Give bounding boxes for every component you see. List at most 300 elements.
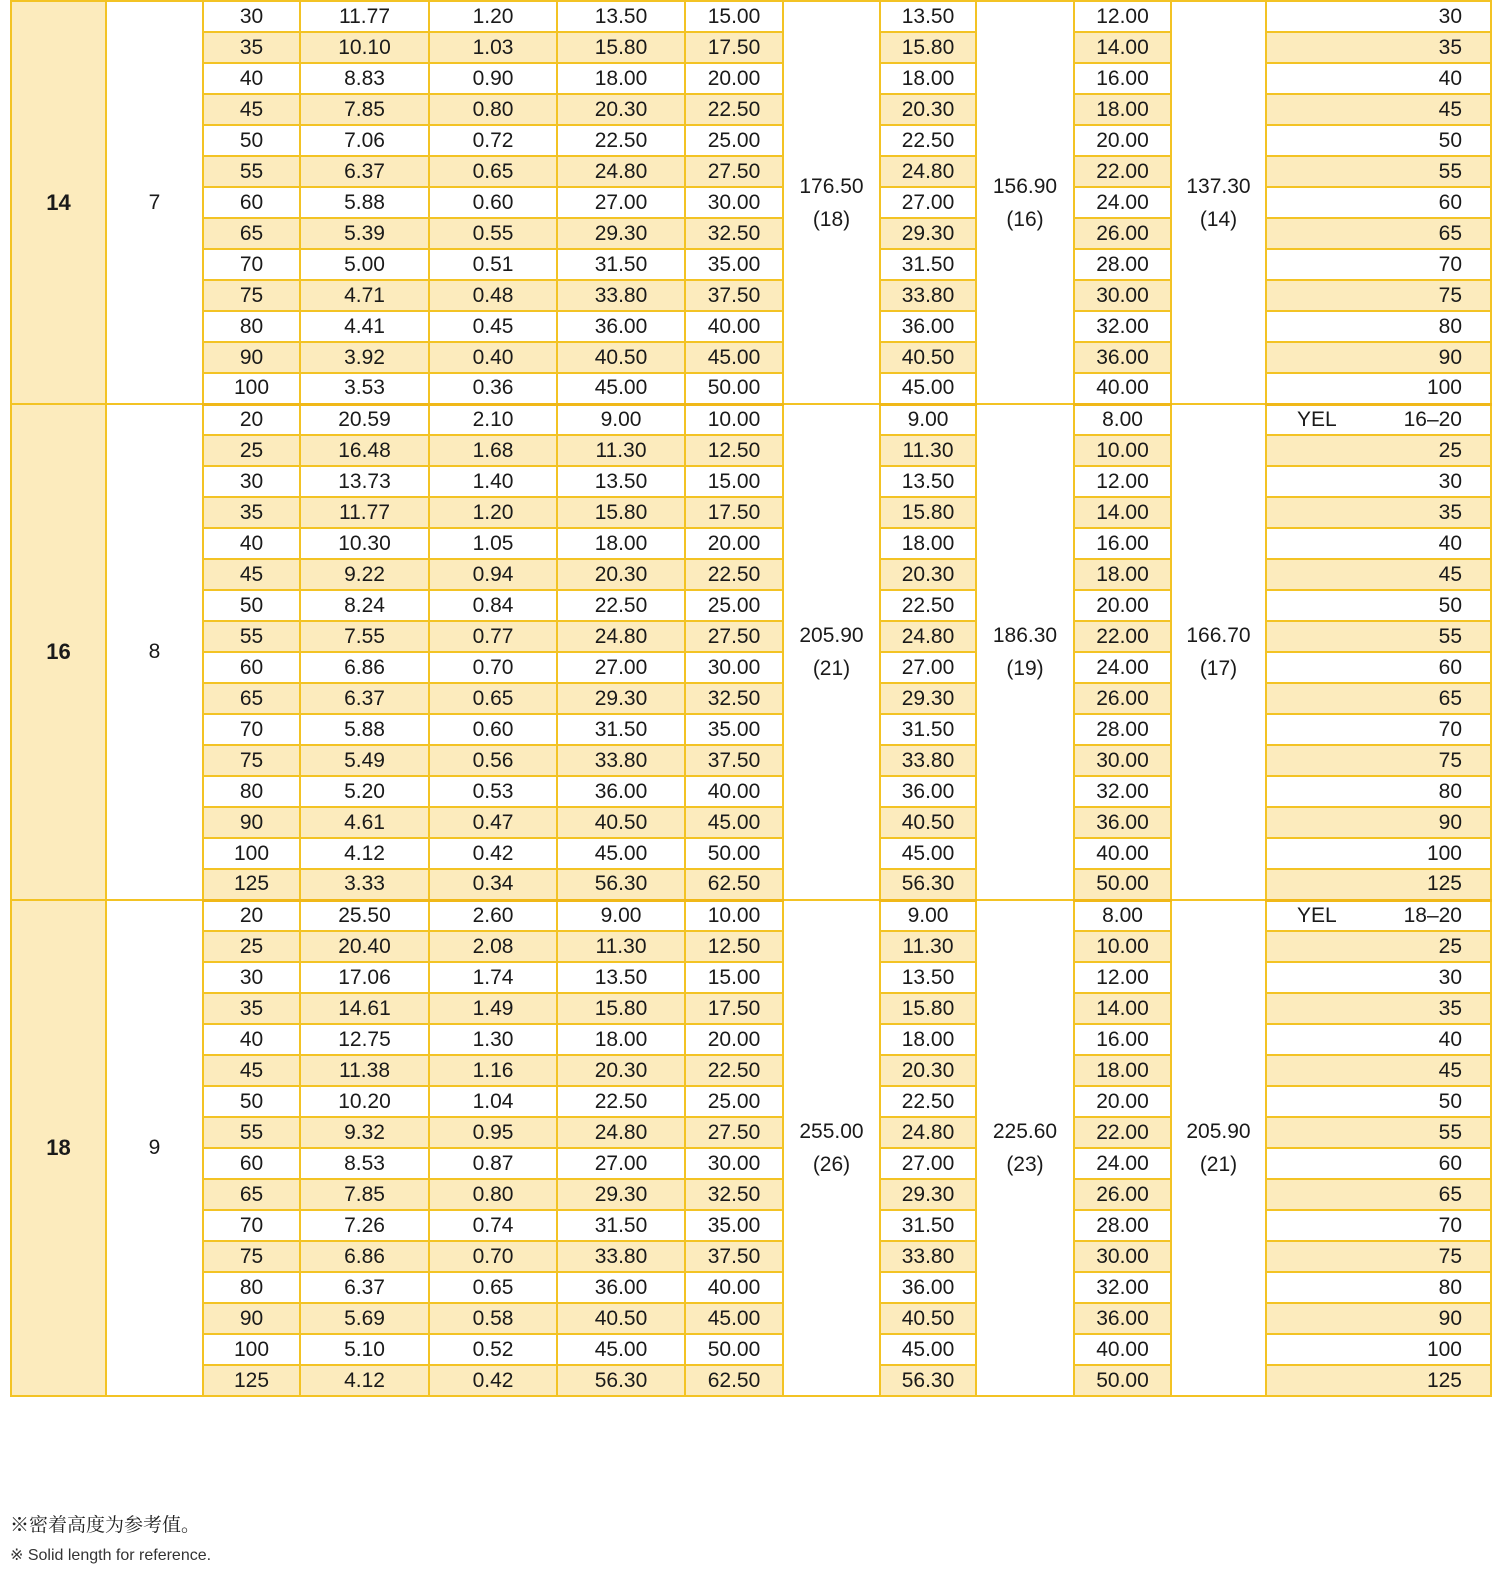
- deflection-b-cell: 13.50: [880, 962, 976, 993]
- deflection-a-cell: 36.00: [557, 776, 685, 807]
- part-code-cell: [1266, 218, 1491, 249]
- free-length-cell: 65: [203, 683, 300, 714]
- wire-diameter-cell: 7: [106, 1, 203, 404]
- deflection-max-cell: 20.00: [685, 528, 783, 559]
- free-length-cell: 125: [203, 869, 300, 900]
- table-row: [11, 838, 1491, 869]
- spring-rate-n-cell: 16.48: [300, 435, 429, 466]
- deflection-b-cell: 22.50: [880, 125, 976, 156]
- spring-rate-kgf-cell: 0.58: [429, 1303, 557, 1334]
- part-code: 90: [1438, 1306, 1462, 1330]
- deflection-a-cell: 15.80: [557, 32, 685, 63]
- deflection-a-cell: 15.80: [557, 993, 685, 1024]
- part-code: 55: [1438, 1120, 1462, 1144]
- part-code: 50: [1438, 1089, 1462, 1113]
- part-code: 100: [1426, 376, 1462, 400]
- deflection-max-cell: 32.50: [685, 1179, 783, 1210]
- deflection-b-cell: 45.00: [880, 373, 976, 404]
- spring-rate-kgf-cell: 0.65: [429, 1272, 557, 1303]
- deflection-b-cell: 31.50: [880, 1210, 976, 1241]
- spring-rate-kgf-cell: 0.52: [429, 1334, 557, 1365]
- table-row: [11, 1, 1491, 32]
- spring-rate-kgf-cell: 0.34: [429, 869, 557, 900]
- deflection-max-cell: 15.00: [685, 1, 783, 32]
- deflection-b-cell: 27.00: [880, 652, 976, 683]
- deflection-c-cell: 30.00: [1074, 745, 1171, 776]
- spring-rate-kgf-cell: 0.94: [429, 559, 557, 590]
- deflection-max-cell: 62.50: [685, 1365, 783, 1396]
- part-code-cell: [1266, 838, 1491, 869]
- part-code-cell: [1266, 1179, 1491, 1210]
- free-length-cell: 80: [203, 776, 300, 807]
- table-row: [11, 218, 1491, 249]
- spring-rate-n-cell: 6.37: [300, 683, 429, 714]
- part-code: 35: [1438, 35, 1462, 59]
- table-row: [11, 683, 1491, 714]
- part-code: 40: [1438, 531, 1462, 555]
- deflection-a-cell: 40.50: [557, 1303, 685, 1334]
- part-code-cell: [1266, 311, 1491, 342]
- outer-diameter-cell: 18: [11, 900, 106, 1396]
- part-code-cell: [1266, 1365, 1491, 1396]
- part-code: 75: [1438, 1244, 1462, 1268]
- deflection-b-cell: 40.50: [880, 807, 976, 838]
- spring-rate-n-cell: 11.77: [300, 1, 429, 32]
- part-code: 80: [1438, 314, 1462, 338]
- table-row: [11, 156, 1491, 187]
- table-row: [11, 497, 1491, 528]
- load-b-n: 225.60: [992, 1120, 1058, 1143]
- deflection-max-cell: 37.50: [685, 280, 783, 311]
- part-code: 45: [1438, 1058, 1462, 1082]
- deflection-b-cell: 24.80: [880, 156, 976, 187]
- deflection-b-cell: 31.50: [880, 249, 976, 280]
- part-code: 55: [1438, 624, 1462, 648]
- spring-rate-n-cell: 5.88: [300, 714, 429, 745]
- deflection-max-cell: 27.50: [685, 156, 783, 187]
- spring-rate-kgf-cell: 1.40: [429, 466, 557, 497]
- spring-rate-n-cell: 11.77: [300, 497, 429, 528]
- part-code: 30: [1438, 965, 1462, 989]
- deflection-max-cell: 37.50: [685, 1241, 783, 1272]
- deflection-a-cell: 36.00: [557, 311, 685, 342]
- spring-rate-n-cell: 7.26: [300, 1210, 429, 1241]
- deflection-max-cell: 35.00: [685, 249, 783, 280]
- deflection-max-cell: 27.50: [685, 621, 783, 652]
- deflection-b-cell: 15.80: [880, 497, 976, 528]
- spring-rate-kgf-cell: 0.56: [429, 745, 557, 776]
- deflection-b-cell: 20.30: [880, 94, 976, 125]
- deflection-b-cell: 36.00: [880, 776, 976, 807]
- free-length-cell: 35: [203, 993, 300, 1024]
- deflection-max-cell: 30.00: [685, 652, 783, 683]
- free-length-cell: 50: [203, 1086, 300, 1117]
- part-code-cell: [1266, 993, 1491, 1024]
- spring-rate-n-cell: 5.39: [300, 218, 429, 249]
- spring-rate-n-cell: 7.06: [300, 125, 429, 156]
- part-code: 40: [1438, 66, 1462, 90]
- deflection-max-cell: 37.50: [685, 745, 783, 776]
- part-code: 60: [1438, 190, 1462, 214]
- wire-diameter-cell: 8: [106, 404, 203, 900]
- deflection-max-cell: 50.00: [685, 373, 783, 404]
- free-length-cell: 75: [203, 745, 300, 776]
- deflection-c-cell: 10.00: [1074, 435, 1171, 466]
- spring-rate-kgf-cell: 2.60: [429, 900, 557, 931]
- spring-rate-kgf-cell: 0.84: [429, 590, 557, 621]
- deflection-c-cell: 20.00: [1074, 125, 1171, 156]
- part-code: 70: [1438, 252, 1462, 276]
- spring-rate-kgf-cell: 0.55: [429, 218, 557, 249]
- spring-rate-n-cell: 3.33: [300, 869, 429, 900]
- part-code-cell: [1266, 652, 1491, 683]
- deflection-b-cell: 27.00: [880, 1148, 976, 1179]
- spring-spec-table: [10, 0, 1492, 1397]
- table-row: [11, 1024, 1491, 1055]
- deflection-a-cell: 33.80: [557, 1241, 685, 1272]
- deflection-b-cell: 36.00: [880, 311, 976, 342]
- deflection-max-cell: 20.00: [685, 1024, 783, 1055]
- deflection-b-cell: 22.50: [880, 1086, 976, 1117]
- part-code: 100: [1426, 1337, 1462, 1361]
- max-load-n: 205.90: [799, 624, 864, 647]
- part-code-cell: [1266, 156, 1491, 187]
- deflection-max-cell: 30.00: [685, 1148, 783, 1179]
- part-code: 65: [1438, 1182, 1462, 1206]
- deflection-b-cell: 22.50: [880, 590, 976, 621]
- spring-rate-kgf-cell: 1.30: [429, 1024, 557, 1055]
- max-load-kgf: (18): [812, 207, 851, 231]
- deflection-c-cell: 22.00: [1074, 1117, 1171, 1148]
- deflection-max-cell: 22.50: [685, 94, 783, 125]
- part-code: 125: [1426, 872, 1462, 896]
- part-code-cell: [1266, 869, 1491, 900]
- deflection-c-cell: 32.00: [1074, 311, 1171, 342]
- deflection-a-cell: 56.30: [557, 1365, 685, 1396]
- part-code: 55: [1438, 159, 1462, 183]
- max-load-cell: [783, 404, 880, 900]
- spring-rate-n-cell: 10.10: [300, 32, 429, 63]
- deflection-b-cell: 20.30: [880, 1055, 976, 1086]
- deflection-a-cell: 31.50: [557, 249, 685, 280]
- free-length-cell: 125: [203, 1365, 300, 1396]
- deflection-a-cell: 11.30: [557, 931, 685, 962]
- deflection-b-cell: 13.50: [880, 466, 976, 497]
- deflection-c-cell: 24.00: [1074, 187, 1171, 218]
- deflection-b-cell: 9.00: [880, 900, 976, 931]
- part-code-cell: [1266, 249, 1491, 280]
- free-length-cell: 35: [203, 32, 300, 63]
- deflection-a-cell: 11.30: [557, 435, 685, 466]
- free-length-cell: 40: [203, 63, 300, 94]
- spring-rate-n-cell: 4.12: [300, 838, 429, 869]
- free-length-cell: 60: [203, 1148, 300, 1179]
- free-length-cell: 50: [203, 125, 300, 156]
- table-row: [11, 187, 1491, 218]
- part-code: 90: [1438, 345, 1462, 369]
- part-code-cell: [1266, 962, 1491, 993]
- deflection-max-cell: 32.50: [685, 218, 783, 249]
- free-length-cell: 90: [203, 807, 300, 838]
- deflection-c-cell: 26.00: [1074, 683, 1171, 714]
- spring-rate-kgf-cell: 0.65: [429, 156, 557, 187]
- deflection-max-cell: 17.50: [685, 497, 783, 528]
- max-load-n: 176.50: [799, 174, 864, 198]
- table-row: [11, 1148, 1491, 1179]
- spring-rate-n-cell: 9.32: [300, 1117, 429, 1148]
- spring-rate-n-cell: 9.22: [300, 559, 429, 590]
- spring-rate-n-cell: 4.41: [300, 311, 429, 342]
- part-code: 16–20: [1403, 407, 1462, 431]
- spring-rate-kgf-cell: 0.47: [429, 807, 557, 838]
- deflection-c-cell: 22.00: [1074, 156, 1171, 187]
- deflection-max-cell: 12.50: [685, 435, 783, 466]
- deflection-b-cell: 13.50: [880, 1, 976, 32]
- spring-rate-kgf-cell: 0.72: [429, 125, 557, 156]
- spring-rate-n-cell: 8.53: [300, 1148, 429, 1179]
- deflection-a-cell: 29.30: [557, 1179, 685, 1210]
- deflection-c-cell: 16.00: [1074, 528, 1171, 559]
- deflection-max-cell: 15.00: [685, 466, 783, 497]
- part-code-cell: [1266, 621, 1491, 652]
- spring-rate-n-cell: 7.85: [300, 94, 429, 125]
- deflection-c-cell: 28.00: [1074, 714, 1171, 745]
- table-row: [11, 1272, 1491, 1303]
- part-code: 80: [1438, 1275, 1462, 1299]
- table-row: [11, 32, 1491, 63]
- deflection-c-cell: 36.00: [1074, 342, 1171, 373]
- part-code: 30: [1438, 469, 1462, 493]
- spring-rate-kgf-cell: 0.65: [429, 683, 557, 714]
- spring-rate-kgf-cell: 1.04: [429, 1086, 557, 1117]
- part-code: 65: [1438, 686, 1462, 710]
- part-code-cell: [1266, 32, 1491, 63]
- free-length-cell: 70: [203, 714, 300, 745]
- free-length-cell: 100: [203, 1334, 300, 1365]
- table-row: [11, 342, 1491, 373]
- part-code-cell: [1266, 559, 1491, 590]
- free-length-cell: 35: [203, 497, 300, 528]
- free-length-cell: 100: [203, 373, 300, 404]
- deflection-c-cell: 12.00: [1074, 466, 1171, 497]
- deflection-c-cell: 32.00: [1074, 776, 1171, 807]
- load-c-cell: [1171, 900, 1266, 1396]
- deflection-max-cell: 15.00: [685, 962, 783, 993]
- spring-rate-n-cell: 6.37: [300, 1272, 429, 1303]
- part-code: 45: [1438, 97, 1462, 121]
- deflection-c-cell: 30.00: [1074, 1241, 1171, 1272]
- spring-rate-kgf-cell: 2.10: [429, 404, 557, 435]
- part-code: 90: [1438, 810, 1462, 834]
- load-b-kgf: (16): [1006, 207, 1044, 231]
- outer-diameter-cell: 14: [11, 1, 106, 404]
- spring-rate-kgf-cell: 1.49: [429, 993, 557, 1024]
- deflection-a-cell: 45.00: [557, 373, 685, 404]
- part-code-cell: [1266, 94, 1491, 125]
- spring-rate-kgf-cell: 0.77: [429, 621, 557, 652]
- part-code: 18–20: [1403, 903, 1462, 927]
- part-code: 60: [1438, 655, 1462, 679]
- deflection-c-cell: 16.00: [1074, 63, 1171, 94]
- free-length-cell: 65: [203, 1179, 300, 1210]
- load-b-kgf: (19): [1006, 657, 1044, 680]
- table-row: [11, 931, 1491, 962]
- part-code-cell: [1266, 373, 1491, 404]
- deflection-a-cell: 27.00: [557, 652, 685, 683]
- spring-rate-kgf-cell: 0.70: [429, 652, 557, 683]
- deflection-max-cell: 12.50: [685, 931, 783, 962]
- table-row: [11, 993, 1491, 1024]
- table-row: [11, 807, 1491, 838]
- deflection-max-cell: 25.00: [685, 1086, 783, 1117]
- load-c-kgf: (14): [1199, 207, 1238, 231]
- deflection-c-cell: 10.00: [1074, 931, 1171, 962]
- part-code-cell: [1266, 1055, 1491, 1086]
- spring-rate-kgf-cell: 0.80: [429, 1179, 557, 1210]
- free-length-cell: 90: [203, 342, 300, 373]
- part-code: 40: [1438, 1027, 1462, 1051]
- spec-table: [10, 0, 1492, 1397]
- spring-rate-n-cell: 5.10: [300, 1334, 429, 1365]
- deflection-b-cell: 18.00: [880, 1024, 976, 1055]
- part-code-cell: [1266, 714, 1491, 745]
- spring-rate-kgf-cell: 1.03: [429, 32, 557, 63]
- deflection-b-cell: 11.30: [880, 435, 976, 466]
- spring-rate-n-cell: 20.59: [300, 404, 429, 435]
- deflection-c-cell: 26.00: [1074, 1179, 1171, 1210]
- deflection-c-cell: 40.00: [1074, 373, 1171, 404]
- deflection-b-cell: 24.80: [880, 1117, 976, 1148]
- table-row: [11, 869, 1491, 900]
- deflection-max-cell: 35.00: [685, 714, 783, 745]
- deflection-a-cell: 24.80: [557, 1117, 685, 1148]
- load-c-cell: [1171, 404, 1266, 900]
- free-length-cell: 65: [203, 218, 300, 249]
- deflection-max-cell: 40.00: [685, 776, 783, 807]
- spring-rate-kgf-cell: 0.36: [429, 373, 557, 404]
- deflection-a-cell: 9.00: [557, 404, 685, 435]
- spring-rate-kgf-cell: 0.42: [429, 838, 557, 869]
- deflection-a-cell: 27.00: [557, 187, 685, 218]
- deflection-a-cell: 40.50: [557, 342, 685, 373]
- table-body: [11, 1, 1491, 1396]
- deflection-a-cell: 13.50: [557, 962, 685, 993]
- part-code-cell: [1266, 1117, 1491, 1148]
- deflection-b-cell: 31.50: [880, 714, 976, 745]
- free-length-cell: 55: [203, 156, 300, 187]
- part-code: 125: [1426, 1368, 1462, 1392]
- table-row: [11, 1055, 1491, 1086]
- deflection-c-cell: 30.00: [1074, 280, 1171, 311]
- table-row: [11, 652, 1491, 683]
- deflection-b-cell: 20.30: [880, 559, 976, 590]
- deflection-max-cell: 45.00: [685, 807, 783, 838]
- table-row: [11, 125, 1491, 156]
- deflection-c-cell: 28.00: [1074, 249, 1171, 280]
- spring-rate-kgf-cell: 0.60: [429, 714, 557, 745]
- spring-rate-n-cell: 10.20: [300, 1086, 429, 1117]
- deflection-c-cell: 14.00: [1074, 497, 1171, 528]
- load-c-kgf: (17): [1199, 657, 1238, 680]
- load-b-n: 186.30: [992, 624, 1058, 647]
- spring-rate-kgf-cell: 1.20: [429, 1, 557, 32]
- deflection-b-cell: 15.80: [880, 993, 976, 1024]
- free-length-cell: 20: [203, 404, 300, 435]
- table-row: [11, 714, 1491, 745]
- part-code: 70: [1438, 1213, 1462, 1237]
- deflection-b-cell: 40.50: [880, 342, 976, 373]
- part-code-cell: [1266, 342, 1491, 373]
- free-length-cell: 75: [203, 280, 300, 311]
- deflection-max-cell: 40.00: [685, 311, 783, 342]
- deflection-b-cell: 29.30: [880, 1179, 976, 1210]
- spring-rate-kgf-cell: 0.53: [429, 776, 557, 807]
- deflection-b-cell: 33.80: [880, 280, 976, 311]
- deflection-max-cell: 62.50: [685, 869, 783, 900]
- deflection-b-cell: 56.30: [880, 1365, 976, 1396]
- max-load-cell: [783, 1, 880, 404]
- deflection-c-cell: 12.00: [1074, 962, 1171, 993]
- deflection-max-cell: 22.50: [685, 1055, 783, 1086]
- deflection-c-cell: 12.00: [1074, 1, 1171, 32]
- spring-rate-kgf-cell: 0.42: [429, 1365, 557, 1396]
- deflection-a-cell: 15.80: [557, 497, 685, 528]
- load-c-cell: [1171, 1, 1266, 404]
- deflection-a-cell: 20.30: [557, 1055, 685, 1086]
- deflection-a-cell: 24.80: [557, 156, 685, 187]
- deflection-max-cell: 30.00: [685, 187, 783, 218]
- spring-rate-n-cell: 13.73: [300, 466, 429, 497]
- part-code: 65: [1438, 221, 1462, 245]
- deflection-b-cell: 24.80: [880, 621, 976, 652]
- deflection-c-cell: 18.00: [1074, 94, 1171, 125]
- deflection-a-cell: 18.00: [557, 1024, 685, 1055]
- part-code-cell: [1266, 1334, 1491, 1365]
- deflection-a-cell: 18.00: [557, 63, 685, 94]
- deflection-max-cell: 17.50: [685, 32, 783, 63]
- free-length-cell: 60: [203, 187, 300, 218]
- free-length-cell: 45: [203, 559, 300, 590]
- table-row: [11, 435, 1491, 466]
- deflection-a-cell: 27.00: [557, 1148, 685, 1179]
- table-row: [11, 1117, 1491, 1148]
- part-code-prefix: YEL: [1297, 903, 1337, 927]
- load-c-n: 166.70: [1186, 624, 1251, 647]
- part-code: 50: [1438, 128, 1462, 152]
- deflection-a-cell: 31.50: [557, 714, 685, 745]
- deflection-b-cell: 40.50: [880, 1303, 976, 1334]
- free-length-cell: 45: [203, 94, 300, 125]
- spring-rate-kgf-cell: 2.08: [429, 931, 557, 962]
- table-row: [11, 94, 1491, 125]
- deflection-c-cell: 26.00: [1074, 218, 1171, 249]
- deflection-c-cell: 8.00: [1074, 404, 1171, 435]
- spring-rate-n-cell: 14.61: [300, 993, 429, 1024]
- part-code: 100: [1426, 841, 1462, 865]
- footnotes: [10, 1510, 211, 1565]
- free-length-cell: 60: [203, 652, 300, 683]
- deflection-a-cell: 29.30: [557, 683, 685, 714]
- spring-rate-n-cell: 6.86: [300, 652, 429, 683]
- deflection-a-cell: 13.50: [557, 1, 685, 32]
- deflection-c-cell: 36.00: [1074, 807, 1171, 838]
- deflection-max-cell: 10.00: [685, 900, 783, 931]
- deflection-c-cell: 24.00: [1074, 1148, 1171, 1179]
- deflection-c-cell: 20.00: [1074, 590, 1171, 621]
- part-code: 30: [1438, 4, 1462, 28]
- part-code: 75: [1438, 283, 1462, 307]
- table-row: [11, 249, 1491, 280]
